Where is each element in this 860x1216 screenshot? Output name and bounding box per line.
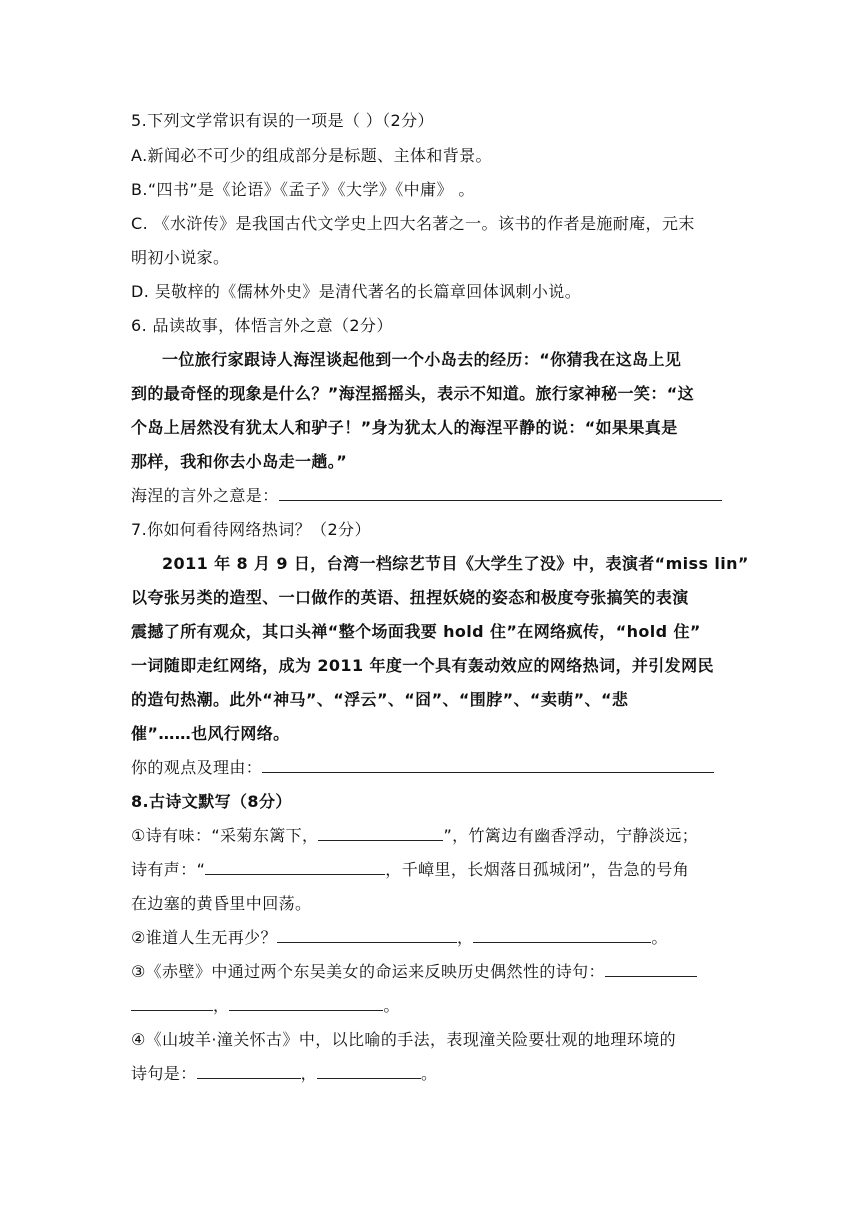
q8-line4-separator: ， [456, 928, 474, 947]
q6-story-line2: 到的最奇怪的现象是什么？”海涅摇摇头，表示不知道。旅行家神秘一笑：“这 [131, 384, 695, 403]
q8-line4-prefix: ②谁道人生无再少？ [131, 928, 277, 947]
q8-line7: ④《山坡羊·潼关怀古》中，以比喻的手法，表现潼关险要壮观的地理环境的 [131, 1030, 677, 1049]
q7-passage-line3: 震撼了所有观众，其口头禅“整个场面我要 hold 住”在网络疯传，“hold 住” [131, 622, 701, 641]
q6-answer-label: 海涅的言外之意是： [131, 486, 279, 505]
q7-stem: 7.你如何看待网络热词？（2分） [131, 520, 371, 539]
q8-blank-3[interactable] [277, 927, 457, 943]
q5-option-b: B.“四书”是《论语》《孟子》《大学》《中庸》 。 [131, 180, 475, 199]
q8-line6 [131, 995, 400, 1017]
q8-line4 [131, 927, 668, 949]
q7-answer-label: 你的观点及理由： [131, 758, 263, 777]
q7-passage-line4: 一词随即走红网络，成为 2011 年度一个具有轰动效应的网络热词，并引发网民 [131, 656, 714, 675]
q6-story-line4: 那样，我和你去小岛走一趟。” [131, 452, 348, 471]
q8-stem: 8.古诗文默写（8分） [131, 792, 292, 811]
q8-line1-prefix: ①诗有味：“采菊东篱下， [131, 826, 319, 845]
q8-blank-1[interactable] [318, 825, 443, 841]
q6-story-line1: 一位旅行家跟诗人海涅谈起他到一个小岛去的经历：“你猜我在这岛上见 [162, 350, 682, 369]
q8-line4-end: 。 [651, 928, 668, 947]
q8-line8-prefix: 诗句是： [131, 1064, 197, 1083]
q5-option-a: A.新闻必不可少的组成部分是标题、主体和背景。 [131, 146, 492, 165]
q6-answer-row [131, 485, 722, 507]
q5-option-c-line2: 明初小说家。 [131, 248, 230, 267]
q8-line5-text: ③《赤壁》中通过两个东吴美女的命运来反映历史偶然性的诗句： [131, 962, 605, 981]
q8-blank-5[interactable] [605, 961, 697, 977]
q8-line1 [131, 825, 698, 847]
q8-blank-4[interactable] [473, 927, 651, 943]
q7-answer-blank[interactable] [262, 757, 714, 773]
q8-line2-suffix: ，千嶂里，长烟落日孤城闭”，告急的号角 [385, 860, 690, 879]
q7-passage-line2: 以夸张另类的造型、一口做作的英语、扭捏妖娆的姿态和极度夸张搞笑的表演 [131, 588, 689, 607]
q7-passage-line6: 催”……也风行网络。 [131, 724, 290, 743]
q8-blank-2[interactable] [205, 859, 385, 875]
q8-line8-separator: ， [300, 1064, 318, 1083]
q6-stem: 6. 品读故事，体悟言外之意（2分） [131, 316, 393, 335]
q8-line3: 在边塞的黄昏里中回荡。 [131, 894, 312, 913]
q7-passage-line5: 的造句热潮。此外“神马”、“浮云”、“囧”、“围脖”、“卖萌”、“悲 [131, 690, 629, 709]
q7-passage-line1: 2011 年 8 月 9 日，台湾一档综艺节目《大学生了没》中，表演者“miss lin” [162, 554, 749, 573]
q6-answer-blank[interactable] [279, 485, 722, 501]
q8-line5 [131, 961, 697, 983]
q5-stem: 5.下列文学常识有误的一项是（ ）（2分） [131, 111, 434, 130]
q8-line1-suffix: ”，竹篱边有幽香浮动，宁静淡远； [443, 826, 699, 845]
q8-blank-6[interactable] [229, 995, 383, 1011]
q5-option-d: D. 吴敬梓的《儒林外史》是清代著名的长篇章回体讽刺小说。 [131, 282, 582, 301]
q8-blank-7[interactable] [197, 1063, 301, 1079]
q8-line2 [131, 859, 689, 881]
q8-blank-5-continued[interactable] [131, 995, 213, 1011]
q6-story-line3: 个岛上居然没有犹太人和驴子！”身为犹太人的海涅平静的说：“如果果真是 [131, 418, 678, 437]
q5-option-c-line1: C. 《水浒传》是我国古代文学史上四大名著之一。该书的作者是施耐庵，元末 [131, 214, 695, 233]
q7-answer-row [131, 757, 714, 779]
q8-line8 [131, 1063, 437, 1085]
q8-line2-prefix: 诗有声：“ [131, 860, 206, 879]
q8-line8-end: 。 [421, 1064, 438, 1083]
q8-line6-separator: ， [213, 996, 230, 1015]
q8-blank-8[interactable] [317, 1063, 421, 1079]
q8-line6-end: 。 [383, 996, 400, 1015]
